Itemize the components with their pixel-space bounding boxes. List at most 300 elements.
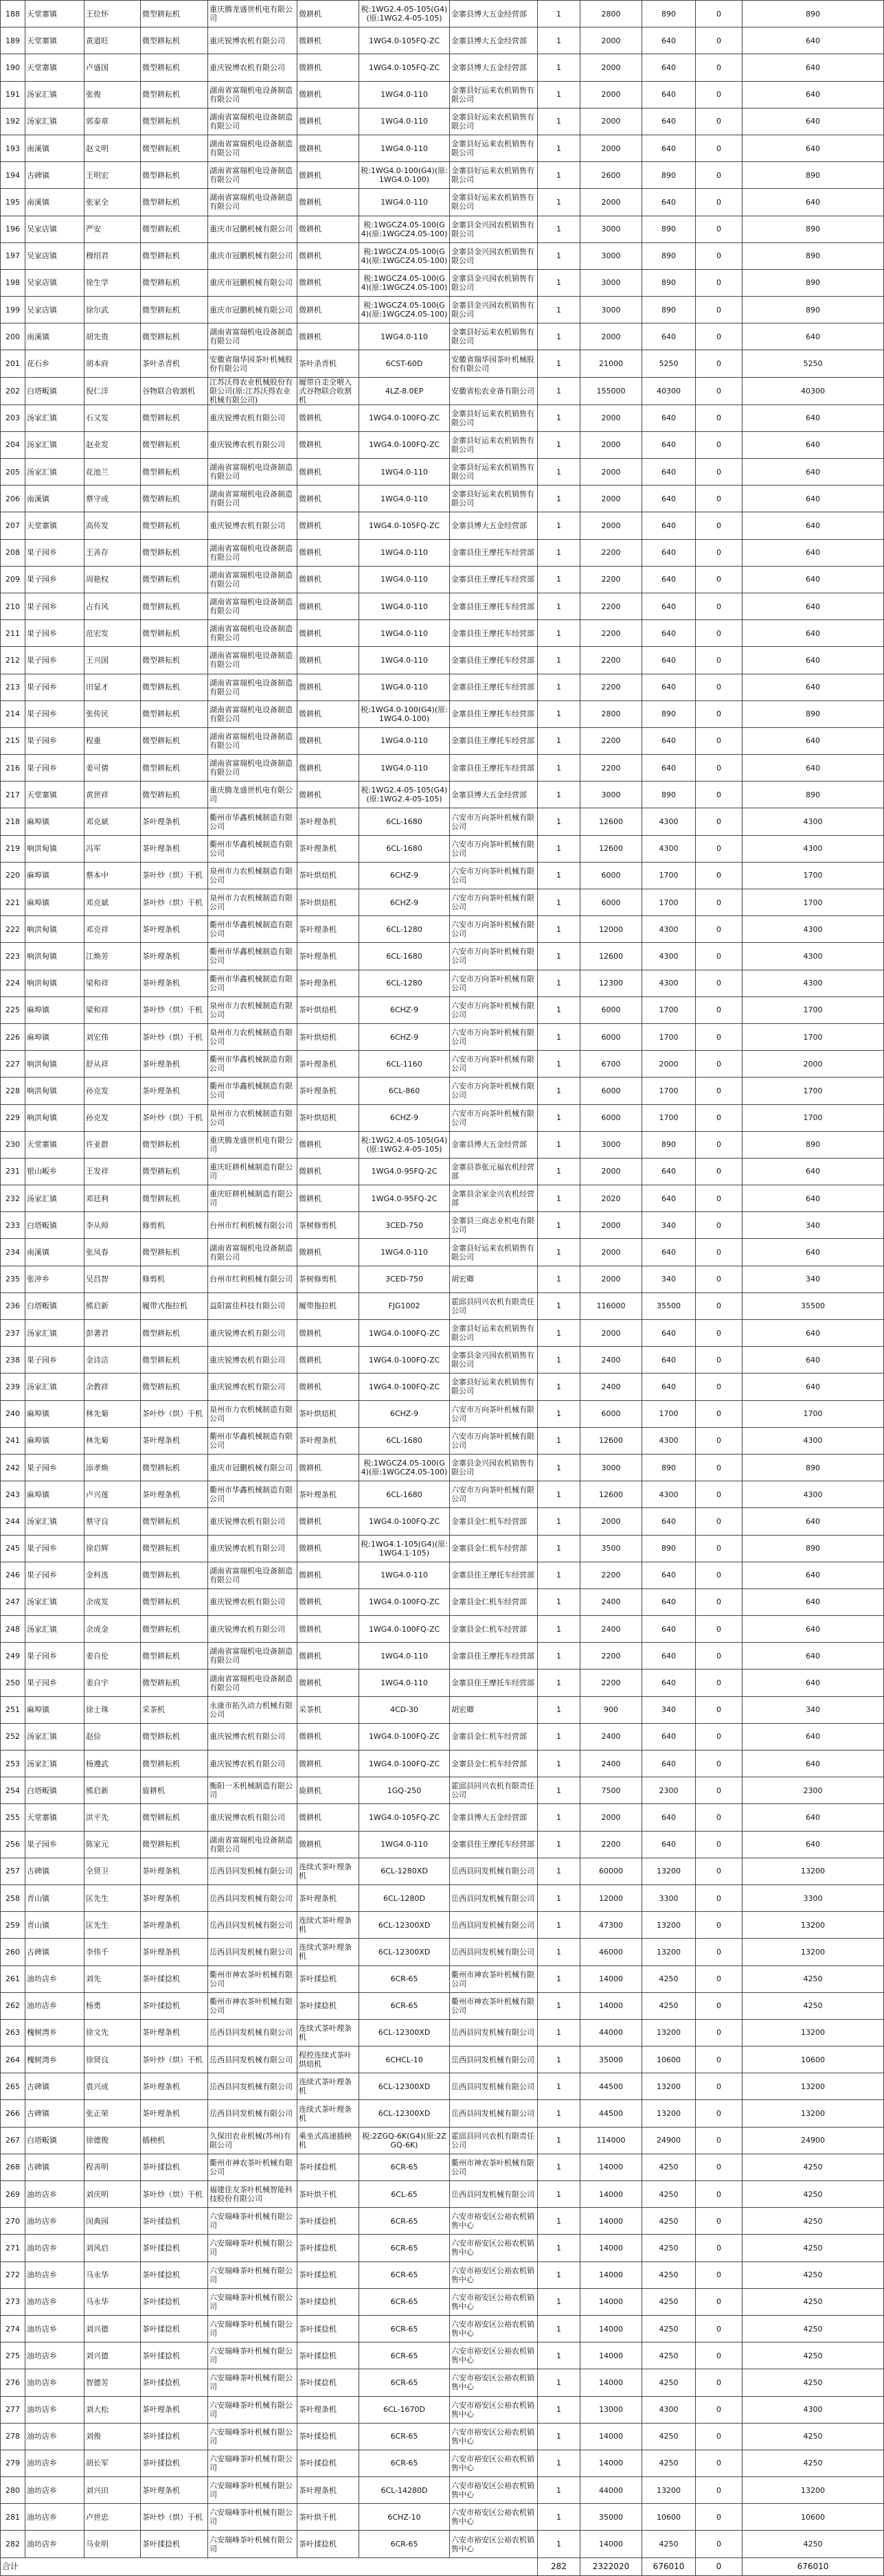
cell-central-subsidy: 340 [642,1266,696,1292]
cell-quantity: 1 [538,2531,580,2557]
table-row [1,2343,884,2369]
cell-manufacturer: 六安瑞峰茶叶机械有限公司 [208,2423,297,2450]
cell-category: 微型耕耘机 [141,1588,208,1615]
cell-buyer: 张正荣 [84,2100,141,2127]
cell-dealer: 六安市万向茶叶机械有限公司 [450,1023,538,1050]
cell-added-subsidy: 0 [696,566,743,593]
cell-central-subsidy: 10600 [642,2504,696,2531]
cell-quantity: 1 [538,1508,580,1535]
table-row [1,1481,884,1508]
cell-total-subsidy: 890 [743,1454,884,1481]
cell-buyer: 赵俭 [84,1723,141,1750]
cell-buyer: 马永华 [84,2261,141,2288]
cell-quantity: 1 [538,889,580,916]
cell-machine-type: 茶叶烘焙机 [297,1023,359,1050]
cell-dealer: 六安市万向茶叶机械有限公司 [450,862,538,889]
cell-category: 茶叶炒（烘）干机 [141,889,208,916]
cell-category: 茶叶揉捻机 [141,2423,208,2450]
cell-quantity: 1 [538,1051,580,1078]
cell-buyer: 刘庆明 [84,2181,141,2208]
cell-model: 6CL-12300XD [359,1912,450,1939]
table-row [1,1,884,27]
cell-central-subsidy: 13200 [642,2477,696,2504]
cell-buyer: 刘大松 [84,2396,141,2423]
table-row [1,889,884,916]
cell-dealer: 金寨县金仁机车经营部 [450,1535,538,1562]
cell-seq: 212 [1,647,25,674]
cell-model: 1WG4.0-110 [359,593,450,619]
cell-dealer: 岳西县同发机械有限公司 [450,1912,538,1939]
cell-central-subsidy: 640 [642,404,696,431]
cell-machine-type: 履带自走全喂入式谷物联合收割机 [297,377,359,404]
cell-manufacturer: 重庆锐博农机有限公司 [208,1535,297,1562]
table-row [1,189,884,216]
cell-machine-type: 茶叶烘干机 [297,2504,359,2531]
cell-seq: 249 [1,1643,25,1669]
cell-dealer: 六安市万向茶叶机械有限公司 [450,970,538,996]
cell-manufacturer: 六安瑞峰茶叶机械有限公司 [208,2235,297,2261]
cell-sales-total: 12600 [580,835,642,862]
cell-machine-type: 连续式茶叶理条机 [297,2100,359,2127]
cell-machine-type: 茶叶理条机 [297,1078,359,1104]
cell-category: 微型耕耘机 [141,1643,208,1669]
table-row [1,1912,884,1939]
cell-seq: 233 [1,1212,25,1239]
cell-machine-type: 微耕机 [297,1347,359,1374]
cell-town: 汤家汇镇 [25,108,84,135]
cell-category: 茶叶揉捻机 [141,1992,208,2019]
cell-central-subsidy: 640 [642,1374,696,1400]
cell-buyer: 刘兴田 [84,2477,141,2504]
cell-buyer: 梁和祥 [84,970,141,996]
cell-town: 白塔畈镇 [25,377,84,404]
cell-seq: 255 [1,1804,25,1831]
cell-quantity: 1 [538,862,580,889]
cell-manufacturer: 湖南省富瑞机电设备制造有限公司 [208,1239,297,1266]
cell-dealer: 六安市万向茶叶机械有限公司 [450,916,538,943]
cell-central-subsidy: 890 [642,216,696,242]
cell-category: 茶叶揉捻机 [141,2154,208,2180]
cell-dealer: 金寨县博大五金经营部 [450,512,538,539]
total-quantity: 282 [538,2557,580,2575]
cell-added-subsidy: 0 [696,2288,743,2315]
cell-total-subsidy: 40300 [743,377,884,404]
cell-buyer: 吴昌智 [84,1266,141,1292]
cell-manufacturer: 湖南省富瑞机电设备制造有限公司 [208,727,297,754]
cell-buyer: 赵业发 [84,431,141,458]
cell-manufacturer: 泉州市力农机械制造有限公司 [208,996,297,1023]
cell-added-subsidy: 0 [696,1078,743,1104]
cell-dealer: 胡宏卿 [450,1266,538,1292]
cell-quantity: 1 [538,700,580,727]
table-row [1,1185,884,1212]
cell-machine-type: 微耕机 [297,1158,359,1185]
cell-quantity: 1 [538,539,580,566]
cell-town: 响洪甸镇 [25,943,84,970]
cell-quantity: 1 [538,566,580,593]
cell-machine-type: 茶叶揉捻机 [297,2369,359,2396]
cell-category: 茶叶揉捻机 [141,2531,208,2557]
cell-sales-total: 3000 [580,782,642,808]
cell-central-subsidy: 640 [642,647,696,674]
cell-manufacturer: 六安瑞峰茶叶机械有限公司 [208,2261,297,2288]
cell-seq: 266 [1,2100,25,2127]
cell-buyer: 卢兴莲 [84,1481,141,1508]
total-sales: 2322020 [580,2557,642,2575]
cell-dealer: 金寨县佳王摩托车经营部 [450,700,538,727]
cell-dealer: 六安市裕安区公裕农机销售中心 [450,2531,538,2557]
cell-category: 微型耕耘机 [141,269,208,296]
cell-town: 果子园乡 [25,755,84,782]
cell-model: 6CR-65 [359,2315,450,2342]
cell-model: 6CHZ-9 [359,1400,450,1427]
cell-quantity: 1 [538,674,580,700]
cell-total-subsidy: 13200 [743,2477,884,2504]
table-row [1,647,884,674]
cell-total-subsidy: 640 [743,459,884,486]
cell-sales-total: 12300 [580,970,642,996]
cell-added-subsidy: 0 [696,1508,743,1535]
cell-sales-total: 12600 [580,1481,642,1508]
cell-total-subsidy: 4250 [743,2369,884,2396]
cell-seq: 237 [1,1320,25,1347]
table-row [1,782,884,808]
cell-sales-total: 6000 [580,1023,642,1050]
cell-quantity: 1 [538,916,580,943]
cell-added-subsidy: 0 [696,1562,743,1588]
cell-category: 微型耕耘机 [141,1,208,27]
cell-model: 1WG4.0-100FQ-ZC [359,431,450,458]
cell-machine-type: 旋耕机 [297,1777,359,1804]
cell-town: 油坊店乡 [25,2369,84,2396]
cell-sales-total: 2000 [580,1266,642,1292]
cell-model: 6CR-65 [359,2450,450,2476]
cell-added-subsidy: 0 [696,1831,743,1858]
cell-total-subsidy: 340 [743,1696,884,1723]
cell-buyer: 金诗洁 [84,1347,141,1374]
cell-added-subsidy: 0 [696,2073,743,2100]
cell-total-subsidy: 5250 [743,350,884,377]
cell-seq: 223 [1,943,25,970]
cell-buyer: 赵文明 [84,135,141,161]
cell-category: 微型耕耘机 [141,459,208,486]
cell-quantity: 1 [538,108,580,135]
cell-central-subsidy: 640 [642,593,696,619]
cell-total-subsidy: 640 [743,81,884,108]
cell-sales-total: 2400 [580,1347,642,1374]
cell-seq: 215 [1,727,25,754]
cell-town: 油坊店乡 [25,2423,84,2450]
cell-seq: 204 [1,431,25,458]
cell-manufacturer: 湖南省富瑞机电设备制造有限公司 [208,755,297,782]
cell-model: 6CL-1160 [359,1051,450,1078]
cell-category: 微型耕耘机 [141,700,208,727]
cell-category: 茶叶理条机 [141,2073,208,2100]
cell-town: 汤家汇镇 [25,1723,84,1750]
cell-machine-type: 微耕机 [297,1535,359,1562]
cell-category: 微型耕耘机 [141,242,208,269]
cell-quantity: 1 [538,1777,580,1804]
cell-buyer: 余成发 [84,1588,141,1615]
cell-model: 1WG4.0-110 [359,727,450,754]
cell-machine-type: 微耕机 [297,1643,359,1669]
total-row [1,2557,884,2575]
cell-added-subsidy: 0 [696,1777,743,1804]
cell-seq: 225 [1,996,25,1023]
cell-buyer: 舒从祥 [84,1051,141,1078]
cell-manufacturer: 湖南省富瑞机电设备制造有限公司 [208,1562,297,1588]
cell-buyer: 徐士珠 [84,1696,141,1723]
cell-model: 税:1WGCZ4.05-100(G4)(原:1WGCZ4.05-100) [359,1454,450,1481]
cell-seq: 263 [1,2019,25,2046]
cell-town: 油坊店乡 [25,2315,84,2342]
table-row [1,2288,884,2315]
cell-central-subsidy: 340 [642,1212,696,1239]
cell-dealer: 衢州市神农茶叶机械有限公司 [450,1965,538,1992]
cell-seq: 227 [1,1051,25,1078]
cell-category: 微型耕耘机 [141,1454,208,1481]
table-row [1,2019,884,2046]
cell-model: 6CL-1680 [359,808,450,835]
cell-dealer: 六安市裕安区公裕农机销售中心 [450,2235,538,2261]
cell-central-subsidy: 13200 [642,2019,696,2046]
cell-quantity: 1 [538,970,580,996]
cell-machine-type: 微耕机 [297,404,359,431]
cell-town: 青山镇 [25,1912,84,1939]
cell-quantity: 1 [538,2477,580,2504]
cell-dealer: 金寨县金仁机车经营部 [450,1616,538,1643]
cell-category: 微型耕耘机 [141,512,208,539]
cell-sales-total: 14000 [580,2450,642,2476]
cell-quantity: 1 [538,1078,580,1104]
cell-added-subsidy: 0 [696,1965,743,1992]
cell-dealer: 六安市裕安区公裕农机销售中心 [450,2315,538,2342]
cell-quantity: 1 [538,1266,580,1292]
cell-dealer: 衢州市神农茶叶机械有限公司 [450,1992,538,2019]
cell-model: 1WG4.0-105FQ-ZC [359,54,450,81]
cell-central-subsidy: 640 [642,1158,696,1185]
cell-category: 微型耕耘机 [141,1831,208,1858]
cell-central-subsidy: 890 [642,1,696,27]
cell-central-subsidy: 640 [642,27,696,54]
cell-category: 茶叶理条机 [141,1481,208,1508]
cell-manufacturer: 六安瑞峰茶叶机械有限公司 [208,2531,297,2557]
cell-model: 1WG4.0-100FQ-ZC [359,1347,450,1374]
cell-central-subsidy: 24900 [642,2127,696,2154]
table-row [1,1588,884,1615]
cell-manufacturer: 重庆腾龙盛世机电有限公司 [208,782,297,808]
cell-total-subsidy: 1700 [743,1104,884,1131]
cell-buyer: 姜自伦 [84,1643,141,1669]
cell-quantity: 1 [538,1,580,27]
cell-added-subsidy: 0 [696,297,743,323]
cell-town: 油坊店乡 [25,2208,84,2235]
cell-sales-total: 60000 [580,1858,642,1884]
cell-category: 微型耕耘机 [141,1239,208,1266]
cell-quantity: 1 [538,2073,580,2100]
cell-dealer: 金寨县金兴园农机销售有限公司 [450,269,538,296]
cell-town: 果子园乡 [25,727,84,754]
cell-central-subsidy: 1700 [642,1400,696,1427]
cell-seq: 258 [1,1884,25,1911]
cell-dealer: 岳西县同发机械有限公司 [450,1858,538,1884]
cell-central-subsidy: 4250 [642,2343,696,2369]
cell-machine-type: 茶叶揉捻机 [297,2288,359,2315]
cell-central-subsidy: 4250 [642,2369,696,2396]
cell-machine-type: 茶叶揉捻机 [297,2531,359,2557]
table-row [1,404,884,431]
cell-category: 微型耕耘机 [141,1347,208,1374]
cell-model: 6CL-14280D [359,2477,450,2504]
cell-dealer: 金寨县博大五金经营部 [450,27,538,54]
cell-manufacturer: 重庆锐博农机有限公司 [208,1616,297,1643]
cell-buyer: 李从师 [84,1212,141,1239]
cell-total-subsidy: 640 [743,1669,884,1696]
cell-seq: 240 [1,1400,25,1427]
cell-machine-type: 微耕机 [297,727,359,754]
cell-buyer: 余成金 [84,1616,141,1643]
cell-buyer: 冯军 [84,835,141,862]
cell-dealer: 金寨县金仁机车经营部 [450,1751,538,1777]
cell-sales-total: 44000 [580,2477,642,2504]
cell-added-subsidy: 0 [696,1535,743,1562]
cell-buyer: 石又发 [84,404,141,431]
cell-quantity: 1 [538,216,580,242]
cell-dealer: 六安市裕安区公裕农机销售中心 [450,2208,538,2235]
cell-category: 微型耕耘机 [141,54,208,81]
cell-machine-type: 微耕机 [297,54,359,81]
cell-machine-type: 茶叶理条机 [297,1481,359,1508]
cell-total-subsidy: 890 [743,216,884,242]
cell-town: 汤家汇镇 [25,1374,84,1400]
cell-central-subsidy: 640 [642,1508,696,1535]
cell-town: 张冲乡 [25,1266,84,1292]
table-row [1,2100,884,2127]
cell-seq: 257 [1,1858,25,1884]
cell-town: 古碑镇 [25,1939,84,1965]
cell-seq: 260 [1,1939,25,1965]
cell-buyer: 袁兴成 [84,2073,141,2100]
cell-model: 6CR-65 [359,2208,450,2235]
cell-total-subsidy: 35500 [743,1292,884,1319]
cell-manufacturer: 湖南省富瑞机电设备制造有限公司 [208,674,297,700]
cell-buyer: 杨遵武 [84,1751,141,1777]
cell-quantity: 1 [538,2504,580,2531]
cell-quantity: 1 [538,1427,580,1454]
cell-quantity: 1 [538,1696,580,1723]
cell-central-subsidy: 4250 [642,2235,696,2261]
cell-sales-total: 2020 [580,1185,642,1212]
cell-model: 1WG4.0-100FQ-ZC [359,404,450,431]
cell-seq: 197 [1,242,25,269]
cell-manufacturer: 湖南省富瑞机电设备制造有限公司 [208,189,297,216]
table-row [1,1131,884,1158]
cell-buyer: 王善存 [84,539,141,566]
cell-machine-type: 茶叶揉捻机 [297,2343,359,2369]
cell-quantity: 1 [538,2019,580,2046]
cell-dealer: 岳西县同发机械有限公司 [450,2019,538,2046]
cell-town: 汤家汇镇 [25,1588,84,1615]
cell-dealer: 金寨县好运来农机销售有限公司 [450,323,538,350]
cell-dealer: 金寨县好运来农机销售有限公司 [450,486,538,512]
cell-dealer: 金寨县佳王摩托车经营部 [450,1669,538,1696]
cell-machine-type: 微耕机 [297,162,359,189]
cell-manufacturer: 重庆市冠鹏机械有限公司 [208,216,297,242]
cell-manufacturer: 永康市拓久动力机械有限公司 [208,1696,297,1723]
cell-buyer: 程善明 [84,2154,141,2180]
cell-sales-total: 14000 [580,2208,642,2235]
cell-manufacturer: 衢州市华鑫机械制造有限公司 [208,808,297,835]
cell-quantity: 1 [538,297,580,323]
cell-added-subsidy: 0 [696,1023,743,1050]
cell-machine-type: 微耕机 [297,512,359,539]
cell-central-subsidy: 5250 [642,350,696,377]
cell-sales-total: 6000 [580,996,642,1023]
cell-central-subsidy: 640 [642,1669,696,1696]
cell-town: 油坊店乡 [25,2504,84,2531]
cell-town: 麻埠镇 [25,808,84,835]
cell-manufacturer: 六安瑞峰茶叶机械有限公司 [208,2369,297,2396]
table-row [1,1347,884,1374]
cell-manufacturer: 衢州市华鑫机械制造有限公司 [208,1481,297,1508]
table-row [1,1400,884,1427]
cell-manufacturer: 湖南省富瑞机电设备制造有限公司 [208,108,297,135]
cell-sales-total: 2000 [580,189,642,216]
cell-dealer: 岳西县同发机械有限公司 [450,1939,538,1965]
cell-sales-total: 2800 [580,700,642,727]
cell-dealer: 金寨县好运来农机销售有限公司 [450,459,538,486]
cell-town: 麻埠镇 [25,862,84,889]
cell-machine-type: 微耕机 [297,1751,359,1777]
cell-total-subsidy: 13200 [743,1939,884,1965]
table-row [1,1562,884,1588]
cell-added-subsidy: 0 [696,808,743,835]
cell-category: 茶叶炒（烘）干机 [141,1023,208,1050]
cell-sales-total: 2200 [580,647,642,674]
table-row [1,81,884,108]
cell-machine-type: 微耕机 [297,1804,359,1831]
cell-category: 微型耕耘机 [141,1535,208,1562]
cell-added-subsidy: 0 [696,2396,743,2423]
cell-central-subsidy: 640 [642,108,696,135]
table-row [1,916,884,943]
cell-manufacturer: 泉州市力农机械制造有限公司 [208,1023,297,1050]
cell-central-subsidy: 4250 [642,2531,696,2557]
cell-seq: 229 [1,1104,25,1131]
cell-category: 插秧机 [141,2127,208,2154]
cell-seq: 238 [1,1347,25,1374]
cell-buyer: 江焕芳 [84,943,141,970]
cell-model: 1WG4.0-110 [359,620,450,647]
cell-sales-total: 2200 [580,1562,642,1588]
cell-buyer: 邓克斌 [84,889,141,916]
cell-total-subsidy: 640 [743,1588,884,1615]
cell-dealer: 金寨县佳王摩托车经营部 [450,620,538,647]
cell-town: 油坊店乡 [25,2181,84,2208]
cell-category: 茶叶理条机 [141,808,208,835]
cell-buyer: 马永华 [84,2288,141,2315]
cell-seq: 232 [1,1185,25,1212]
cell-machine-type: 微耕机 [297,566,359,593]
cell-manufacturer: 重庆市冠鹏机械有限公司 [208,242,297,269]
cell-dealer: 六安市万向茶叶机械有限公司 [450,1078,538,1104]
cell-quantity: 1 [538,2181,580,2208]
cell-seq: 275 [1,2343,25,2369]
cell-total-subsidy: 640 [743,108,884,135]
cell-manufacturer: 泉州市力农机械制造有限公司 [208,1104,297,1131]
cell-sales-total: 2000 [580,1508,642,1535]
cell-seq: 245 [1,1535,25,1562]
